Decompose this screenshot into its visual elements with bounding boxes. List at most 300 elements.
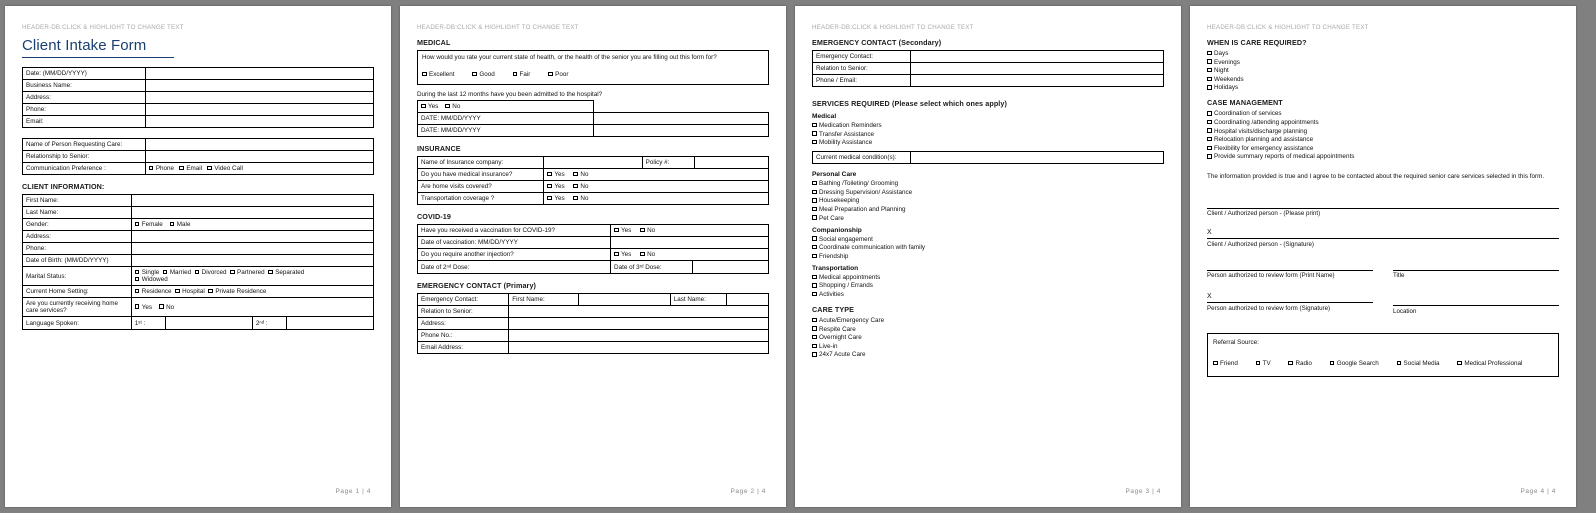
checkbox-label: Yes <box>554 195 565 202</box>
field-input[interactable] <box>509 342 769 354</box>
field-label: Address: <box>23 92 146 104</box>
table-row <box>23 219 374 231</box>
table-row <box>813 63 1164 75</box>
checkbox-shopping-errands[interactable] <box>812 282 1164 289</box>
checkbox-label: Mobility Assistance <box>819 139 873 147</box>
checkbox-label: Respite Care <box>819 325 856 333</box>
field-label: Language Spoken: <box>23 317 132 330</box>
field-label: Relation to Senior: <box>813 63 911 75</box>
field-input[interactable] <box>145 139 373 151</box>
checkbox-label: Meal Preparation and Planning <box>819 205 906 213</box>
checkbox-hospital-visits[interactable] <box>1207 128 1559 135</box>
checkbox-no[interactable] <box>640 227 655 234</box>
checkbox-label: Relocation planning and assistance <box>1214 136 1314 144</box>
client-signature-label: Client / Authorized person - (Signature) <box>1207 240 1314 248</box>
language-cells <box>131 317 373 330</box>
language-subtable <box>132 317 373 329</box>
field-input[interactable] <box>911 152 1164 164</box>
checkbox-label: Coordination of services <box>1214 110 1282 118</box>
checkbox-label: Yes <box>554 171 565 178</box>
field-input[interactable] <box>131 195 373 207</box>
title-rule <box>22 57 174 58</box>
personal-care-checkbox-list <box>812 180 1164 221</box>
field-label: Date of vaccination: MM/DD/YYYY <box>418 237 611 249</box>
table-row <box>23 195 374 207</box>
client-signature-block <box>1207 229 1559 248</box>
checkbox-label: Night <box>1214 67 1229 75</box>
checkbox-days[interactable] <box>1207 50 1559 57</box>
referral-source-label: Referral Source: <box>1213 338 1259 346</box>
checkbox-yes[interactable] <box>614 227 631 234</box>
checkbox-label: Good <box>479 71 495 78</box>
medical-question-box <box>417 50 769 85</box>
page-4 <box>1190 6 1576 507</box>
checkbox-label: Days <box>1214 50 1229 57</box>
checkbox-social-media[interactable] <box>1397 360 1440 367</box>
checkbox-label: TV <box>1262 359 1271 367</box>
checkbox-no[interactable] <box>573 183 588 190</box>
checkbox-label: Private Residence <box>215 288 267 295</box>
checkbox-label: No <box>580 195 589 202</box>
covid-table <box>417 224 769 274</box>
field-input[interactable] <box>145 92 373 104</box>
field-label: Marital Status: <box>23 267 132 286</box>
checkbox-tv[interactable] <box>1256 360 1271 367</box>
care-type-title: CARE TYPE <box>812 304 855 314</box>
checkbox-mobility-assistance[interactable] <box>812 139 1164 146</box>
field-label: Email Address: <box>418 342 509 354</box>
checkbox-label: Male <box>176 221 191 228</box>
checkbox-activities[interactable] <box>812 291 1164 298</box>
field-input[interactable] <box>131 231 373 243</box>
field-input[interactable] <box>145 151 373 163</box>
checkbox-fair[interactable] <box>513 71 531 78</box>
reviewer-print-block <box>1207 270 1559 280</box>
field-input[interactable] <box>593 113 769 125</box>
covid-section-title: COVID-19 <box>417 212 451 221</box>
checkbox-friend[interactable] <box>1213 360 1238 367</box>
companionship-checkbox-list <box>812 236 1164 260</box>
medical-checkbox-list <box>812 122 1164 146</box>
checkbox-medical-professional[interactable] <box>1457 360 1522 367</box>
checkbox-social-engagement[interactable] <box>812 236 1164 243</box>
table-row <box>418 318 769 330</box>
insurance-table <box>417 156 769 205</box>
checkbox-residence[interactable] <box>135 288 172 295</box>
checkbox-female[interactable] <box>135 221 163 228</box>
checkbox-yes[interactable] <box>547 183 564 190</box>
checkbox-overnight-care[interactable] <box>812 334 1164 341</box>
field-input[interactable] <box>593 125 769 137</box>
checkbox-label: Married <box>169 269 192 276</box>
reviewer-signature-block <box>1207 293 1559 315</box>
checkbox-google-search[interactable] <box>1330 360 1379 367</box>
checkbox-acute-emergency-care[interactable] <box>812 317 1164 324</box>
field-label: Phone / Email: <box>813 75 911 87</box>
table-row <box>23 255 374 267</box>
table-row <box>23 298 374 317</box>
checkbox-label: No <box>166 303 175 311</box>
checkbox-relocation-planning[interactable] <box>1207 136 1559 143</box>
checkbox-married[interactable] <box>163 269 191 276</box>
dose3-cells <box>611 261 769 274</box>
checkbox-label: No <box>647 251 656 258</box>
transportation-subsection-title: Transportation <box>812 264 859 272</box>
checkbox-live-in[interactable] <box>812 343 1164 350</box>
marital-options <box>131 267 373 286</box>
table-row <box>418 181 769 193</box>
yes-no-options <box>544 193 769 205</box>
checkbox-label: Flexibility for emergency assistance <box>1214 144 1314 152</box>
checkbox-no[interactable] <box>445 103 460 110</box>
consent-paragraph: The information provided is true and I agree to be contacted about the required senior care services selected in this form. <box>1207 173 1545 181</box>
table-row <box>23 116 374 128</box>
table-row <box>23 163 374 175</box>
checkbox-label: Pet Care <box>819 214 844 222</box>
field-input[interactable] <box>911 75 1164 87</box>
checkbox-label: Email <box>186 165 203 172</box>
medical-question-1: How would you rate your current state of health, or the health of the senior you are filling out this form for? <box>422 54 717 61</box>
checkbox-medication-reminders[interactable] <box>812 122 1164 129</box>
table-row <box>418 101 769 113</box>
table-row <box>418 169 769 181</box>
field-input[interactable] <box>145 68 373 80</box>
page-2 <box>400 6 786 507</box>
checkbox-label: No <box>647 227 656 234</box>
checkbox-partnered[interactable] <box>230 269 265 276</box>
checkbox-yes[interactable] <box>135 304 152 311</box>
emergency-contact-secondary-table <box>812 50 1164 87</box>
client-information-table <box>22 194 374 330</box>
field-label: Phone No.: <box>418 330 509 342</box>
page-title: Client Intake Form <box>22 37 147 54</box>
field-input[interactable] <box>509 318 769 330</box>
checkbox-good[interactable] <box>472 71 494 78</box>
checkbox-label: Dressing Supervision/ Assistance <box>819 188 913 196</box>
checkbox-label: Medical Professional <box>1464 359 1523 367</box>
medical-subsection-title: Medical <box>812 113 837 120</box>
medical-section-title: MEDICAL <box>417 38 451 47</box>
hospital-yes-no <box>418 101 594 113</box>
dose3-label: Date of 3ʳᵈ Dose: <box>614 263 662 271</box>
checkbox-weekends[interactable] <box>1207 76 1559 83</box>
table-row <box>418 113 769 125</box>
field-input[interactable] <box>509 306 769 318</box>
table-row <box>418 294 769 306</box>
last-name-label: Last Name: <box>670 294 726 306</box>
field-input[interactable] <box>611 237 769 249</box>
table-row <box>23 92 374 104</box>
table-row <box>418 125 769 137</box>
dose3-input[interactable] <box>693 261 768 273</box>
first-name-input[interactable] <box>579 294 670 306</box>
checkbox-label: Friend <box>1220 359 1238 367</box>
field-label: Email: <box>23 116 146 128</box>
checkbox-male[interactable] <box>170 221 191 228</box>
checkbox-label: No <box>580 183 589 190</box>
field-label: DATE: MM/DD/YYYY <box>418 113 594 125</box>
table-row <box>418 237 769 249</box>
field-input[interactable] <box>145 116 373 128</box>
checkbox-label: Provide summary reports of medical appointments <box>1214 153 1355 161</box>
checkbox-excellent[interactable] <box>422 71 455 78</box>
checkbox-summary-reports[interactable] <box>1207 153 1559 160</box>
checkbox-label: Residence <box>141 288 172 295</box>
checkbox-friendship[interactable] <box>812 253 1164 260</box>
field-input[interactable] <box>911 51 1164 63</box>
checkbox-phone[interactable] <box>149 165 174 172</box>
checkbox-single[interactable] <box>135 269 160 276</box>
checkbox-label: 24x7 Acute Care <box>819 351 866 359</box>
table-row <box>23 207 374 219</box>
emergency-contact-primary-table <box>417 293 769 354</box>
checkbox-divorced[interactable] <box>195 269 227 276</box>
care-type-checkbox-list <box>812 317 1164 358</box>
checkbox-label: Weekends <box>1214 75 1244 83</box>
checkbox-no[interactable] <box>640 251 655 258</box>
referral-options <box>1213 352 1553 370</box>
table-row <box>418 342 769 354</box>
checkbox-label: Poor <box>555 71 569 78</box>
requester-table <box>22 138 374 175</box>
table-row <box>23 267 374 286</box>
header-tag[interactable]: HEADER-DB:CLICK & HIGHLIGHT TO CHANGE TEXT <box>1207 24 1369 31</box>
checkbox-evenings[interactable] <box>1207 59 1559 66</box>
checkbox-label: Divorced <box>201 269 227 276</box>
checkbox-label: Widowed <box>141 276 168 283</box>
field-input[interactable] <box>145 104 373 116</box>
spacer-cell <box>593 101 769 113</box>
checkbox-widowed[interactable] <box>135 276 168 283</box>
hospital-admission-table <box>417 100 769 137</box>
checkbox-label: Live-in <box>819 342 838 350</box>
checkbox-label: Yes <box>621 227 632 234</box>
table-row <box>23 139 374 151</box>
policy-input[interactable] <box>695 157 769 169</box>
field-label: DATE: MM/DD/YYYY <box>418 125 594 137</box>
table-row <box>23 104 374 116</box>
field-label: Do you require another injection? <box>418 249 611 261</box>
header-tag[interactable]: HEADER-DB:CLICK & HIGHLIGHT TO CHANGE TEXT <box>417 24 579 31</box>
table-row <box>418 306 769 318</box>
client-print-line[interactable] <box>1207 208 1559 209</box>
checkbox-video-call[interactable] <box>207 165 243 172</box>
checkbox-pet-care[interactable] <box>812 215 1164 222</box>
field-label: Emergency Contact: <box>418 294 509 306</box>
field-label: Are you currently receiving home care services? <box>23 298 132 317</box>
page-footer: Page 1 | 4 <box>335 488 371 495</box>
client-information-title: CLIENT INFORMATION: <box>22 182 105 191</box>
table-row <box>418 225 769 237</box>
table-row <box>418 330 769 342</box>
checkbox-label: Yes <box>554 183 565 190</box>
checkbox-flexibility-emergency[interactable] <box>1207 145 1559 152</box>
emergency-contact-secondary-title: EMERGENCY CONTACT (Secondary) <box>812 38 942 47</box>
field-input[interactable] <box>131 207 373 219</box>
checkbox-radio[interactable] <box>1288 360 1311 367</box>
page-footer: Page 3 | 4 <box>1125 488 1161 495</box>
checkbox-label: Overnight Care <box>819 334 862 342</box>
client-print-label: Client / Authorized person - (Please print) <box>1207 210 1321 218</box>
field-label: Last Name: <box>23 207 132 219</box>
location-line[interactable] <box>1393 305 1559 306</box>
language-2-input[interactable] <box>286 317 373 329</box>
checkbox-medical-appointments[interactable] <box>812 274 1164 281</box>
checkbox-label: Holidays <box>1214 84 1239 92</box>
case-management-title: CASE MANAGEMENT <box>1207 98 1283 108</box>
medical-q1-options <box>422 63 764 81</box>
last-name-input[interactable] <box>726 294 768 306</box>
table-row <box>418 261 769 274</box>
checkbox-label: Housekeeping <box>819 197 860 205</box>
yes-no-options <box>611 225 769 237</box>
checkbox-no[interactable] <box>159 304 174 311</box>
reviewer-signature-label: Person authorized to review form (Signature) <box>1207 304 1331 312</box>
page-footer: Page 2 | 4 <box>730 488 766 495</box>
checkbox-coordinate-communication[interactable] <box>812 244 1164 251</box>
checkbox-label: Evenings <box>1214 58 1240 66</box>
checkbox-poor[interactable] <box>548 71 568 78</box>
checkbox-label: No <box>452 103 461 110</box>
checkbox-label: Single <box>141 269 160 276</box>
services-required-title: SERVICES REQUIRED (Please select which ones apply) <box>812 99 1007 108</box>
checkbox-bathing-toileting-grooming[interactable] <box>812 180 1164 187</box>
when-care-checkbox-list <box>1207 50 1559 91</box>
checkbox-coordination-of-services[interactable] <box>1207 110 1559 117</box>
table-row <box>23 80 374 92</box>
table-row <box>23 243 374 255</box>
field-input[interactable] <box>131 255 373 267</box>
checkbox-dressing-supervision[interactable] <box>812 189 1164 196</box>
checkbox-holidays[interactable] <box>1207 84 1559 91</box>
checkbox-hospital[interactable] <box>175 288 205 295</box>
checkbox-no[interactable] <box>573 195 588 202</box>
field-label: Transportation coverage ? <box>418 193 544 205</box>
field-label: Have you received a vaccination for COVID-19? <box>418 225 611 237</box>
business-info-table <box>22 67 374 128</box>
insurance-section-title: INSURANCE <box>417 144 461 153</box>
field-label: Current medical condition(s): <box>813 152 911 164</box>
checkbox-no[interactable] <box>573 171 588 178</box>
field-label: Phone: <box>23 104 146 116</box>
checkbox-email[interactable] <box>179 165 202 172</box>
table-row <box>132 317 373 329</box>
client-signature-line[interactable] <box>1207 238 1559 239</box>
yes-no-options <box>544 169 769 181</box>
checkbox-label: Social Media <box>1403 359 1440 367</box>
checkbox-respite-care[interactable] <box>812 326 1164 333</box>
field-label: Date of 2ⁿᵈ Dose: <box>418 261 611 274</box>
checkbox-separated[interactable] <box>268 269 304 276</box>
reviewer-print-line[interactable] <box>1207 270 1373 271</box>
checkbox-transfer-assistance[interactable] <box>812 131 1164 138</box>
checkbox-yes[interactable] <box>421 103 438 110</box>
field-label: Business Name: <box>23 80 146 92</box>
title-line[interactable] <box>1393 270 1559 271</box>
field-label: First Name: <box>23 195 132 207</box>
checkbox-label: Separated <box>275 269 305 276</box>
checkbox-label: Medical appointments <box>819 273 881 281</box>
when-care-required-title: WHEN IS CARE REQUIRED? <box>1207 38 1307 47</box>
checkbox-24x7-acute-care[interactable] <box>812 351 1164 358</box>
checkbox-label: Coordinating /attending appointments <box>1214 118 1319 126</box>
checkbox-label: Phone <box>155 165 175 172</box>
checkbox-label: Activities <box>819 290 844 298</box>
checkbox-yes[interactable] <box>547 195 564 202</box>
companionship-subsection-title: Companionship <box>812 226 862 234</box>
field-label: Communication Preference : <box>23 163 146 175</box>
checkbox-label: Radio <box>1295 359 1312 367</box>
checkbox-coordinating-appointments[interactable] <box>1207 119 1559 126</box>
field-label: Date of Birth: (MM/DD/YYYY) <box>23 255 132 267</box>
page-1 <box>5 6 391 507</box>
checkbox-label: Medication Reminders <box>819 122 882 129</box>
transportation-checkbox-list <box>812 274 1164 298</box>
referral-source-box <box>1207 333 1559 377</box>
policy-label: Policy #: <box>642 157 695 169</box>
field-label: Do you have medical insurance? <box>418 169 544 181</box>
checkbox-label: Hospital <box>182 288 205 295</box>
checkbox-label: Female <box>141 221 163 228</box>
checkbox-label: Partnered <box>237 269 265 276</box>
checkbox-yes[interactable] <box>547 171 564 178</box>
insurance-name-input[interactable] <box>544 157 642 169</box>
table-row <box>23 231 374 243</box>
reviewer-x-mark: X <box>1207 293 1212 301</box>
location-label: Location <box>1393 307 1417 315</box>
checkbox-night[interactable] <box>1207 67 1559 74</box>
checkbox-label: Social engagement <box>819 235 873 243</box>
checkbox-meal-preparation[interactable] <box>812 206 1164 213</box>
table-row <box>418 249 769 261</box>
checkbox-label: Shopping / Errands <box>819 282 873 290</box>
header-tag[interactable]: HEADER-DB:CLICK & HIGHLIGHT TO CHANGE TEXT <box>812 24 974 31</box>
emergency-contact-primary-title: EMERGENCY CONTACT (Primary) <box>417 281 537 290</box>
signature-x-mark: X <box>1207 229 1212 237</box>
checkbox-label: Coordinate communication with family <box>819 244 926 252</box>
current-condition-table <box>812 151 1164 164</box>
checkbox-label: No <box>580 171 589 178</box>
field-input[interactable] <box>509 330 769 342</box>
page-footer: Page 4 | 4 <box>1520 488 1556 495</box>
checkbox-label: Hospital visits/discharge planning <box>1214 127 1308 135</box>
field-label: Emergency Contact: <box>813 51 911 63</box>
home-setting-options <box>131 286 373 298</box>
field-label: Are home visits covered? <box>418 181 544 193</box>
field-label: Current Home Setting: <box>23 286 132 298</box>
field-input[interactable] <box>131 243 373 255</box>
language-1-input[interactable] <box>166 317 253 329</box>
dose3-subtable <box>611 261 768 273</box>
checkbox-housekeeping[interactable] <box>812 197 1164 204</box>
table-row <box>418 193 769 205</box>
checkbox-yes[interactable] <box>614 251 631 258</box>
reviewer-signature-line[interactable] <box>1207 302 1373 303</box>
header-tag[interactable]: HEADER-DB:CLICK & HIGHLIGHT TO CHANGE TEXT <box>22 24 184 31</box>
yes-no-options <box>611 249 769 261</box>
field-input[interactable] <box>911 63 1164 75</box>
checkbox-label: Bathing /Toileting/ Grooming <box>819 180 899 188</box>
checkbox-label: Excellent <box>429 71 455 78</box>
table-row <box>23 68 374 80</box>
checkbox-private-residence[interactable] <box>208 288 266 295</box>
medical-question-2: During the last 12 months have you been admitted to the hospital? <box>417 91 603 98</box>
table-row <box>813 152 1164 164</box>
checkbox-label: Google Search <box>1336 359 1379 367</box>
checkbox-label: Transfer Assistance <box>819 130 875 138</box>
language-2-label: 2ⁿᵈ : <box>252 317 286 329</box>
field-input[interactable] <box>145 80 373 92</box>
